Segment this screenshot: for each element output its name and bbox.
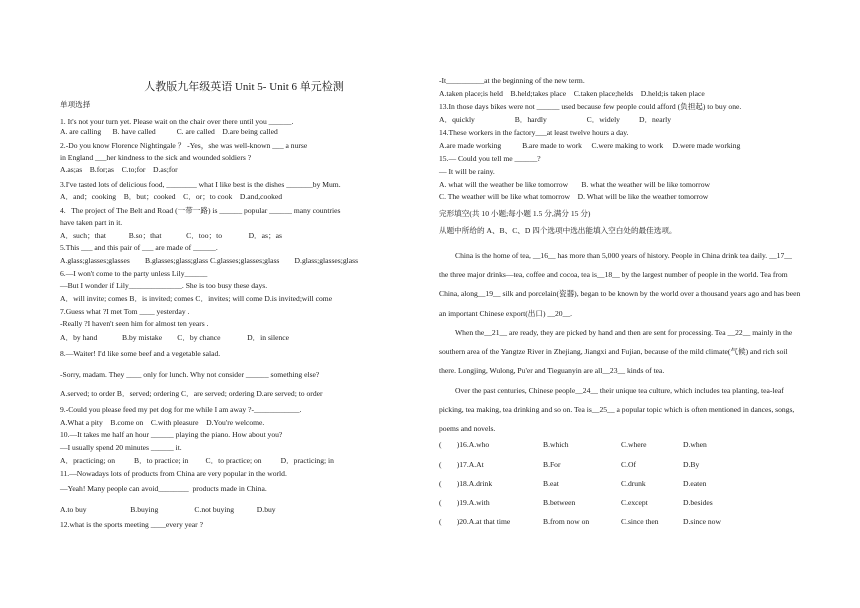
- question-line: 14.These workers in the factory___at least twelve hours a day.: [439, 128, 629, 137]
- option-question: ( )16.A.who: [439, 440, 490, 449]
- question-line: A．will invite; comes B．is invited; comes C．invites; will come D.is invited;will come: [60, 294, 333, 303]
- option-choice: C.drunk: [621, 479, 646, 488]
- question-line: 6.—I won't come to the party unless Lily______: [60, 269, 208, 278]
- option-question: ( )18.A.drink: [439, 479, 493, 488]
- question-line: 7.Guess what ?I met Tom ____ yesterday .: [60, 307, 190, 316]
- question-line: A．practicing; on B．to practice; in C．to practice; on D．practicing; in: [60, 456, 334, 465]
- question-line: A.as;as B.for;as C.to;for D.as;for: [60, 165, 178, 174]
- option-choice: C.Of: [621, 460, 636, 469]
- question-line: A．and；cooking B．but；cooked C．or；to cook D.and,cooked: [60, 192, 283, 201]
- exam-title: 人教版九年级英语 Unit 5- Unit 6 单元检测: [144, 81, 344, 93]
- question-line: 12.what is the sports meeting ____every year ?: [60, 520, 203, 529]
- cloze-instruction: 从题中所给的 A、B、C、D 四个选项中选出能填入空白处的最佳选项。: [439, 226, 677, 235]
- option-choice: D.besides: [683, 498, 713, 507]
- question-line: 3.I've tasted lots of delicious food, ________ what I like best is the dishes _______by Mum.: [60, 180, 341, 189]
- question-line: A.What a pity B.come on C.with pleasure D.You're welcome.: [60, 418, 265, 427]
- question-line: 4. The project of The Belt and Road (一带一路) is ______ popular ______ many countries: [60, 206, 341, 215]
- question-line: 5.This ___ and this pair of ___ are made of ______.: [60, 243, 218, 252]
- question-line: A.are made working B.are made to work C.were making to work D.were made working: [439, 141, 741, 150]
- section-single-choice: 单项选择: [60, 100, 91, 109]
- question-line: A．by hand B.by mistake C．by chance D．in silence: [60, 333, 290, 342]
- question-line: A.served; to order B．served; ordering C．are served; ordering D.are served; to order: [60, 389, 323, 398]
- question-line: have taken part in it.: [60, 218, 123, 227]
- question-line: 2.-Do you know Florence Nightingale ？ -Yes，she was well-known ___ a nurse: [60, 141, 308, 150]
- option-choice: C.since then: [621, 517, 659, 526]
- option-question: ( )17.A.At: [439, 460, 484, 469]
- question-line: A.taken place;is held B.held;takes place C.taken place;helds D.held;is taken place: [439, 89, 705, 98]
- question-line: 9.-Could you please feed my pet dog for me while I am away ?-____________.: [60, 405, 302, 414]
- question-line: A.glass;glasses;glasses B.glasses;glass;glass C.glasses;glasses;glass D.glass;glasses;glass: [60, 256, 359, 265]
- question-line: A.to buy B.buying C.not buying D.buy: [60, 505, 276, 514]
- question-line: 1. It's not your turn yet. Please wait on the chair over there until you ______.: [60, 117, 294, 126]
- option-choice: B.from now on: [543, 517, 590, 526]
- question-line: 11.—Nowadays lots of products from China are very popular in the world.: [60, 469, 287, 478]
- option-choice: D.since now: [683, 517, 721, 526]
- question-line: A. are calling B. have called C. are called D.are being called: [60, 127, 278, 136]
- question-line: 13.In those days bikes were not ______ used because few people could afford (负担起) to buy one.: [439, 102, 742, 111]
- passage-paragraph-3: Over the past centuries, Chinese people__24__ their unique tea culture, which includes tea planting, tea-leaf picking, tea making, tea drinking and so on. Tea is__25__ a popular topic which is often mentioned in dances, songs, poems and novels.: [439, 386, 795, 434]
- option-choice: D.eaten: [683, 479, 707, 488]
- question-line: -Really ?I haven't seen him for almost ten years .: [60, 319, 209, 328]
- option-choice: B.which: [543, 440, 569, 449]
- question-line: A．quickly B．hardly C．widely D．nearly: [439, 115, 672, 124]
- question-line: -Sorry, madam. They ____ only for lunch. Why not consider ______ something else?: [60, 370, 320, 379]
- question-line: —Yeah! Many people can avoid________ products made in China.: [60, 484, 267, 493]
- option-choice: B.For: [543, 460, 561, 469]
- passage-paragraph-1: China is the home of tea, __16__ has more than 5,000 years of history. People in China drink tea daily. __17__ the three major drinks—tea, coffee and cocoa, tea is__18__ by the largest number of people in the world. Tea from China, along__19__ silk and porcelain(瓷器), began to be known by the world over a thousand years ago and has been an important Chinese export(出口) __20__.: [439, 251, 801, 318]
- passage-paragraph-2: When the__21__ are ready, they are picked by hand and then are sent for processing. Tea __22__ mainly in the southern area of the Yangtze River in Zhejiang, Jiangxi and Fujian, because of the mild climate(气候) and rich soil there. Longjing, Wulong, Pu'er and Tieguanyin are all__23__ kinds of tea.: [439, 328, 793, 376]
- section-cloze: 完形填空(共 10 小题;每小题 1.5 分,满分 15 分): [439, 209, 591, 218]
- question-line: 8.—Waiter! I'd like some beef and a vegetable salad.: [60, 349, 221, 358]
- question-line: 10.—It takes me half an hour ______ playing the piano. How about you?: [60, 430, 283, 439]
- option-choice: C.where: [621, 440, 647, 449]
- option-choice: D.By: [683, 460, 700, 469]
- question-line: —But I wonder if Lily______________. She is too busy these days.: [60, 281, 268, 290]
- option-question: ( )20.A.at that time: [439, 517, 511, 526]
- question-line: 15.— Could you tell me ______?: [439, 154, 541, 163]
- question-line: -It__________at the beginning of the new term.: [439, 76, 585, 85]
- question-line: —I usually spend 20 minutes ______ it.: [60, 443, 182, 452]
- option-choice: B.eat: [543, 479, 559, 488]
- question-line: C. The weather will be like what tomorrow D. What will be like the weather tomorrow: [439, 192, 709, 201]
- question-line: in England ___her kindness to the sick and wounded soldiers ?: [60, 153, 252, 162]
- question-line: — It will be rainy.: [439, 167, 495, 176]
- option-choice: B.between: [543, 498, 576, 507]
- option-question: ( )19.A.with: [439, 498, 490, 507]
- option-choice: D.when: [683, 440, 707, 449]
- option-choice: C.except: [621, 498, 648, 507]
- question-line: A. what will the weather be like tomorrow B. what the weather will be like tomorrow: [439, 180, 710, 189]
- question-line: A．such；that B.so；that C．too；to D．as；as: [60, 231, 282, 240]
